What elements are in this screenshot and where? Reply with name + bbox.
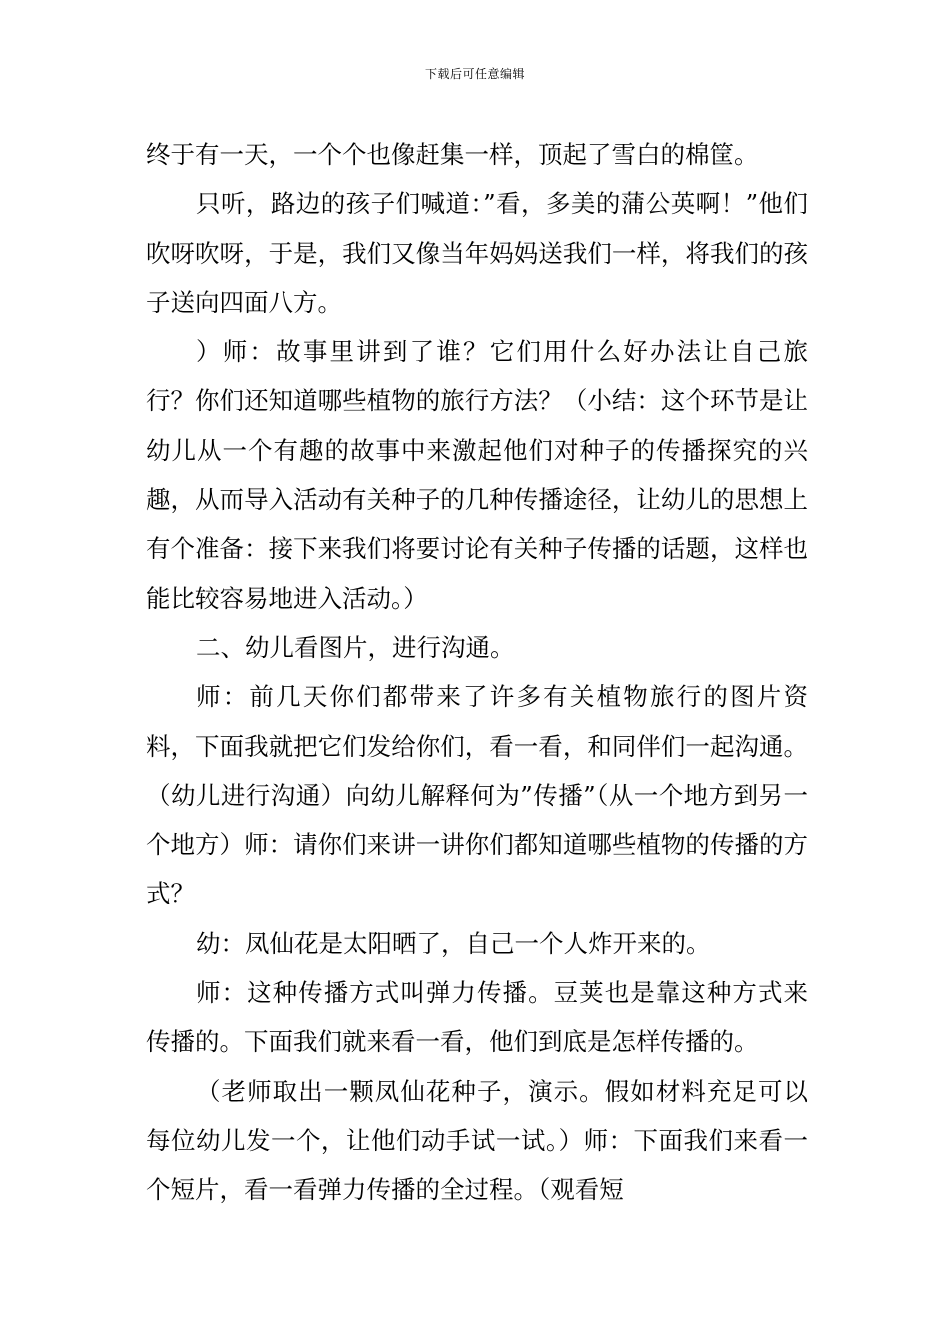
paragraph: 终于有一天，一个个也像赶集一样，顶起了雪白的棉筐。 <box>146 140 759 169</box>
paragraph: ）师：故事里讲到了谁？它们用什么好办法让自己旅行？你们还知道哪些植物的旅行方法？（小结：这个环节是让幼儿从一个有趣的故事中来激起他们对种子的传播探究的兴趣，从而导入活动有关种子的几种传播途径，让幼儿的思想上有个准备：接下来我们将要讨论有关种子传播的话题，这样也能比较容易地进入活动。） <box>146 337 808 613</box>
page-header: 下载后可任意编辑 <box>424 67 525 81</box>
section-heading: 二、幼儿看图片，进行沟通。 <box>196 632 515 662</box>
paragraph: 幼：凤仙花是太阳晒了，自己一个人炸开来的。 <box>196 928 711 958</box>
document-body <box>146 130 808 1215</box>
paragraph: 师：前几天你们都带来了许多有关植物旅行的图片资料，下面我就把它们发给你们，看一看，和同伴们一起沟通。（幼儿进行沟通）向幼儿解释何为”传播”（从一个地方到另一个地方）师：请你们来讲一讲你们都知道哪些植物的传播的方式？ <box>146 682 808 909</box>
paragraph: 师：这种传播方式叫弹力传播。豆荚也是靠这种方式来传播的。下面我们就来看一看，他们到底是怎样传播的。 <box>146 978 808 1057</box>
paragraph: （老师取出一颗凤仙花种子，演示。假如材料充足可以每位幼儿发一个，让他们动手试一试。）师：下面我们来看一个短片，看一看弹力传播的全过程。（观看短 <box>146 1076 808 1205</box>
paragraph: 只听，路边的孩子们喊道：”看，多美的蒲公英啊！”他们吹呀吹呀，于是，我们又像当年妈妈送我们一样，将我们的孩子送向四面八方。 <box>146 189 808 317</box>
